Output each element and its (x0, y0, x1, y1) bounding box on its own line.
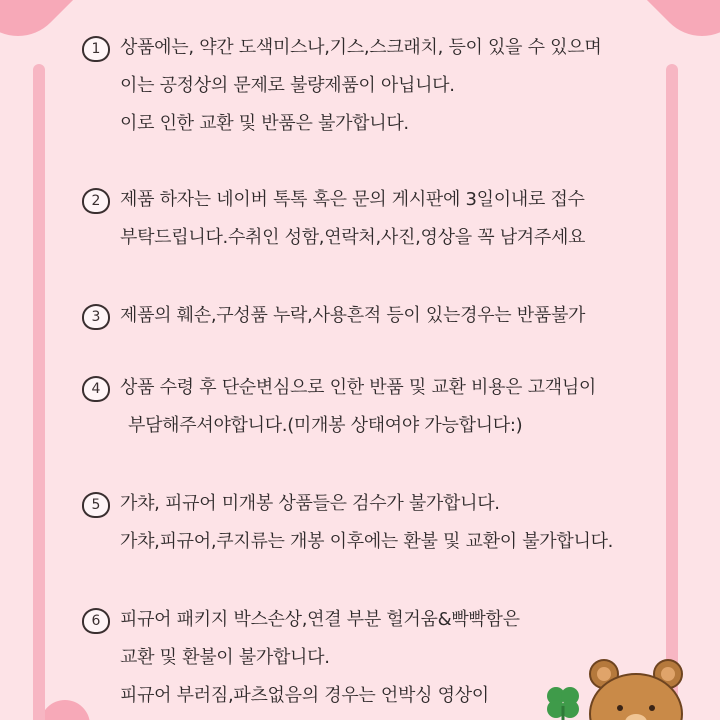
item-number-badge: 6 (82, 608, 110, 634)
item-number-badge: 1 (82, 36, 110, 62)
notice-text-line: 이는 공정상의 문제로 불량제품이 아닙니다. (120, 75, 455, 96)
notice-text-line: 부담해주셔야합니다.(미개봉 상태여야 가능합니다:) (128, 415, 523, 436)
item-number-badge: 5 (82, 492, 110, 518)
notice-text-line: 제품의 훼손,구성품 누락,사용흔적 등이 있는경우는 반품불가 (120, 305, 586, 326)
notice-text-line: 제품 하자는 네이버 톡톡 혹은 문의 게시판에 3일이내로 접수 (120, 189, 585, 210)
item-number-badge: 3 (82, 304, 110, 330)
notice-text-line: 이로 인한 교환 및 반품은 불가합니다. (120, 113, 409, 134)
notice-text-line: 상품에는, 약간 도색미스나,기스,스크래치, 등이 있을 수 있으며 (120, 37, 602, 58)
notice-text-line: 가챠, 피규어 미개봉 상품들은 검수가 불가합니다. (120, 493, 500, 514)
notice-text-line: 피규어 패키지 박스손상,연결 부분 헐거움&빡빡함은 (120, 609, 520, 630)
notice-text-line: 부탁드립니다.수취인 성함,연락처,사진,영상을 꼭 남겨주세요 (120, 227, 586, 248)
notice-text-line: 피규어 부러짐,파츠없음의 경우는 언박싱 영상이 (120, 685, 489, 706)
notice-text-line: 가챠,피규어,쿠지류는 개봉 이후에는 환불 및 교환이 불가합니다. (120, 531, 614, 552)
notice-text-line: 교환 및 환불이 불가합니다. (120, 647, 330, 668)
item-number-badge: 2 (82, 188, 110, 214)
item-number-badge: 4 (82, 376, 110, 402)
bear-icon (576, 652, 696, 720)
notice-text-line: 상품 수령 후 단순변심으로 인한 반품 및 교환 비용은 고객님이 (120, 377, 596, 398)
